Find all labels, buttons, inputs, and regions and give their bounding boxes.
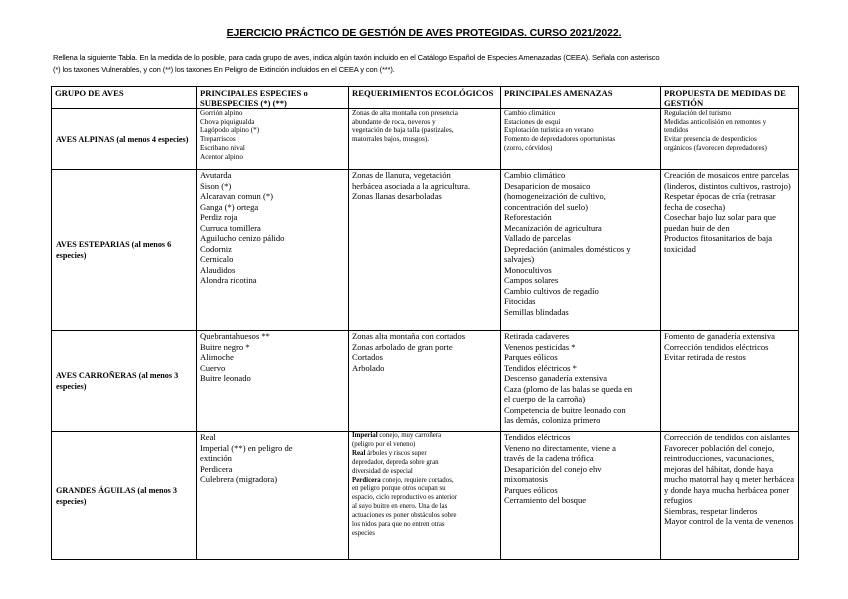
table-row — [52, 109, 799, 170]
species-line: Avutarda — [200, 170, 232, 180]
requirement-text: diversidad de especial — [352, 467, 413, 475]
requirement-text: los nidos para que no entren otras — [352, 521, 445, 529]
requirement-text: especies — [352, 529, 375, 537]
requirement-line: herbácea asociada a la agricultura. — [352, 180, 471, 191]
species-line: Gorrión alpino — [200, 109, 243, 117]
requirement-text: depredador, depreda sobre gran — [352, 458, 439, 466]
measure-line: Medidas anticolisión en remontes y — [664, 117, 767, 126]
requirement-line: Cortados — [352, 352, 384, 362]
threats-cell — [501, 331, 661, 432]
threats-cell — [501, 432, 661, 560]
measure-line: mejoras del hábitat, donde haya — [664, 463, 774, 474]
document-title: EJERCICIO PRÁCTICO DE GESTIÓN DE AVES PROTEGIDAS. CURSO 2021/2022. — [226, 27, 622, 39]
species-line: extinción — [200, 453, 232, 463]
requirements-cell — [349, 109, 501, 170]
threat-line: Semillas blindadas — [504, 306, 569, 317]
requirement-text: conejo, requiere cortados, — [380, 476, 454, 484]
measure-line: refugios — [664, 495, 693, 505]
threat-line: salvajes) — [504, 254, 535, 264]
species-line: Buitre leonado — [200, 373, 251, 383]
threat-line: concentración del suelo) — [504, 201, 588, 212]
measure-line: puedan huir de den — [664, 222, 730, 233]
measures-cell — [661, 331, 799, 432]
requirement-line — [352, 459, 497, 468]
measure-line: mucho matorral hay q meter herbácea — [664, 474, 795, 484]
threat-line: (homogeneización de cultivo, — [504, 191, 606, 201]
header-requirements: REQUERIMIENTOS ECOLÓGICOS — [349, 87, 501, 109]
birds-table — [51, 86, 799, 560]
species-line: Codorniz — [200, 243, 232, 254]
species-line: Culebrera (migradora) — [200, 474, 278, 484]
instructions — [53, 52, 813, 76]
measure-line: Corrección tendidos eléctricos — [664, 341, 769, 352]
requirement-line: vegetación de baja talla (pastizales, — [352, 126, 454, 135]
threats-cell — [501, 109, 661, 170]
threat-line: Fitocidas — [504, 296, 536, 306]
species-line: Cuervo — [200, 362, 226, 373]
measures-cell — [661, 170, 799, 331]
requirement-text: actuaciones es poner obstáculos sobre — [352, 512, 457, 520]
species-line: Imperial (**) en peligro de — [200, 442, 293, 453]
threats-cell — [501, 170, 661, 331]
requirements-cell — [349, 331, 501, 432]
species-line: Alcaravan comun (*) — [200, 191, 274, 201]
threat-line: Campos solares — [504, 275, 559, 285]
threat-line: Tendidos eléctricos * — [504, 362, 577, 373]
threat-line: Parques eólicos — [504, 352, 558, 362]
species-cell — [197, 432, 349, 560]
requirement-line: Zonas llanas desarboladas — [352, 191, 442, 201]
threat-line: Competencia de buitre leonado con — [504, 404, 626, 415]
threat-line: Venenos pesticidas * — [504, 341, 576, 352]
threat-line: Veneno no directamente, viene a — [504, 442, 616, 453]
threat-line: Retirada cadaveres — [504, 331, 570, 341]
threat-line: (zorro, córvidos) — [504, 143, 553, 152]
species-line: Aguilucho cenizo pálido — [200, 233, 285, 243]
measure-line: orgánicos (favorecen depredadores) — [664, 143, 767, 152]
requirement-line — [352, 494, 497, 503]
requirement-line — [352, 521, 497, 530]
requirement-line — [352, 503, 497, 512]
requirement-line: matorrales bajos, musgos). — [352, 135, 430, 144]
requirement-line — [352, 512, 497, 521]
requirement-line: Zonas de llanura, vegetación — [352, 170, 451, 180]
species-line: Real — [200, 432, 216, 442]
requirement-line: Zonas alta montaña con cortados — [352, 331, 466, 341]
measure-line: Cosechar bajo luz solar para que — [664, 212, 776, 222]
requirement-text: espacio, ciclo reproductivo es anterior — [352, 494, 458, 502]
group-name-cell: AVES CARROÑERAS (al menos 3 especies) — [52, 331, 197, 432]
species-line: Sison (*) — [200, 180, 232, 191]
threat-line: Cambio climático — [504, 109, 556, 117]
requirement-line — [352, 468, 497, 477]
species-keyword: Imperial — [352, 432, 378, 439]
species-line: Lagópodo alpino (*) — [200, 126, 260, 135]
threat-line: Cambio climático — [504, 170, 566, 180]
measure-line: y donde haya mucha herbácea poner — [664, 484, 790, 495]
measure-line: toxicidad — [664, 243, 696, 254]
species-line: Perdicera — [200, 463, 233, 474]
measures-cell — [661, 432, 799, 560]
threat-line: Desaparición del conejo ehv — [504, 463, 602, 474]
measure-line: tendidos — [664, 126, 689, 135]
species-keyword: Perdicera — [352, 476, 381, 484]
requirement-line — [352, 441, 497, 450]
requirement-line — [352, 477, 497, 486]
threat-line: Descenso ganadería extensiva — [504, 373, 608, 383]
species-line: Chova piquigualda — [200, 117, 255, 126]
threat-line: Fomento de depredadores oportunistas — [504, 135, 616, 144]
instructions-line-1: Rellena la siguiente Tabla. En la medida de lo posible, para cada grupo de aves, indica algún taxón incluido en el Catálogo Español de Especies Amenazadas (CEEA). Señala con asterisco — [53, 53, 660, 62]
table-row — [52, 331, 799, 432]
threat-line: Reforestación — [504, 212, 552, 222]
header-measures: PROPUESTA DE MEDIDAS DE GESTIÓN — [661, 87, 799, 109]
threat-line: mixomatosis — [504, 474, 548, 484]
threat-line: las demás, coloniza primero — [504, 415, 601, 425]
species-cell — [197, 331, 349, 432]
species-line: Ganga (*) ortega — [200, 201, 259, 212]
requirement-line: Zonas arbolado de gran porte — [352, 341, 453, 352]
group-name-cell: AVES ESTEPARIAS (al menos 6 especies) — [52, 170, 197, 331]
header-species: PRINCIPALES ESPECIES o SUBESPECIES (*) (**) — [197, 87, 349, 109]
measure-line: Siembras, respetar linderos — [664, 505, 758, 516]
species-cell — [197, 109, 349, 170]
measure-line: fecha de cosecha) — [664, 201, 726, 212]
requirement-text: en peligro porque otros ocupan su — [352, 485, 446, 493]
species-line: Acentor alpino — [200, 152, 243, 161]
requirement-line — [352, 432, 497, 441]
header-threats: PRINCIPALES AMENAZAS — [501, 87, 661, 109]
measures-cell — [661, 109, 799, 170]
requirement-text: conejo, muy carroñera — [377, 432, 442, 439]
instructions-line-2: (*) los taxones Vulnerables, y con (**) los taxones En Peligro de Extinción incluidos en el CEEA y con (***). — [53, 65, 395, 74]
threat-line: Tendidos eléctricos — [504, 432, 571, 442]
threat-line: Desaparicion de mosaico — [504, 180, 591, 191]
requirement-line — [352, 450, 497, 459]
species-line: Alondra ricotina — [200, 275, 257, 285]
requirement-line — [352, 485, 497, 494]
species-line: Treparriscos — [200, 135, 236, 144]
table-row — [52, 170, 799, 331]
threat-line: Explotación turística en verano — [504, 126, 594, 135]
measure-line: Productos fitosanitarios de baja — [664, 233, 773, 243]
header-group: GRUPO DE AVES — [52, 87, 197, 109]
group-name-cell: GRANDES ÁGUILAS (al menos 3 especies) — [52, 432, 197, 560]
requirement-line — [352, 530, 497, 539]
requirement-line: Arbolado — [352, 362, 385, 373]
table-header-row — [52, 87, 799, 109]
threat-line: Parques eólicos — [504, 484, 558, 495]
threat-line: Mecanización de agricultura — [504, 222, 602, 233]
requirement-line: abundante de roca, neveros y — [352, 117, 436, 126]
measure-line: Evitar retirada de restos — [664, 352, 746, 362]
species-keyword: Real — [352, 449, 366, 457]
species-line: Quebrantahuesos ** — [200, 331, 270, 341]
table-row — [52, 432, 799, 560]
species-line: Escribano nival — [200, 143, 245, 152]
requirement-text: (peligro por el veneno) — [352, 440, 416, 448]
threat-line: Monocultivos — [504, 264, 552, 275]
measure-line: reintroducciones, vacunaciones, — [664, 453, 775, 463]
measure-line: Respetar épocas de cría (retrasar — [664, 191, 776, 201]
measure-line: Mayor control de la venta de venenos — [664, 516, 794, 526]
measure-line: Creación de mosaicos entre parcelas — [664, 170, 790, 180]
requirements-cell — [349, 170, 501, 331]
threat-line: Cambio cultivos de regadío — [504, 285, 599, 296]
requirement-line: Zonas de alta montaña con presencia — [352, 109, 458, 117]
measure-line: Corrección de tendidos con aislantes — [664, 432, 791, 442]
species-line: Buitre negro * — [200, 341, 250, 352]
requirement-text: árboles y riscos super — [365, 449, 427, 457]
threat-line: Cerramiento del bosque — [504, 495, 587, 505]
measure-line: Fomento de ganadería extensiva — [664, 331, 775, 341]
species-line: Alimoche — [200, 352, 234, 362]
species-line: Alaudidos — [200, 264, 236, 275]
threat-line: través de la cadena trófica — [504, 453, 594, 463]
species-line: Cernicalo — [200, 254, 234, 264]
requirement-text: al suyo buitre en enero. Una de las — [352, 503, 448, 511]
threat-line: Estaciones de esquí — [504, 117, 561, 126]
species-line: Perdiz roja — [200, 212, 238, 222]
threat-line: Vallado de parcelas — [504, 233, 571, 243]
threat-line: Depredación (animales domésticos y — [504, 243, 631, 254]
threat-line: el cuerpo de la carroña) — [504, 394, 586, 404]
measure-line: (linderos, distintos cultivos, rastrojo) — [664, 180, 791, 191]
threat-line: Caza (plomo de las balas se queda en — [504, 383, 633, 394]
measure-line: Favorecer población del conejo, — [664, 442, 775, 453]
measure-line: Evitar presencia de desperdicios — [664, 135, 757, 144]
species-cell — [197, 170, 349, 331]
species-line: Curruca tomillera — [200, 222, 261, 233]
group-name-cell: AVES ALPINAS (al menos 4 especies) — [52, 109, 197, 170]
requirements-cell — [349, 432, 501, 560]
measure-line: Regulación del turismo — [664, 109, 732, 117]
